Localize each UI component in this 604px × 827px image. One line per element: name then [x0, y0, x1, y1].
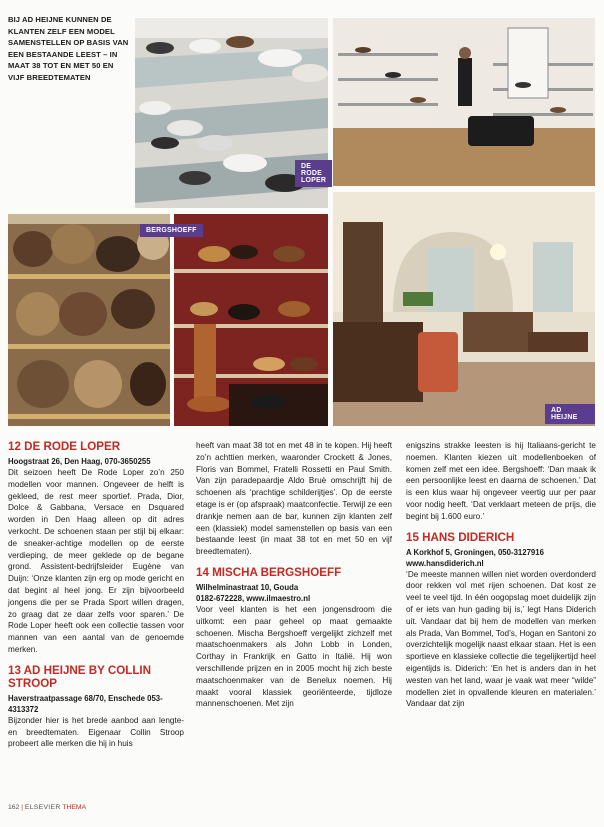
body-12: Dit seizoen heeft De Rode Loper zo’n 250 modellen voor mannen. Ongeveer de helft is gekleed, de rest meer sportief. Prada, Dior, Dolce & Gabbana, Versace en Dsquared worden in Den Haag alleen op dit adres verkocht. De schoenen staan per stijl bij elkaar: de sneaker-achtige modellen op de eerste verdieping, de meer geklede op de begane grond. Assistent-bedrijfsleider Eugène van Duijn: ‘Onze klanten zijn erg op mode gericht en dat begint al heel jong. Er zijn bijvoorbeeld jongens die per se Prada Sport willen dragen, zo graag dat ze daar zelfs voor sparen.’ De Rode Loper heeft ook een collectie tassen voor mannen van een aantal van de genoemde merken.: [8, 468, 184, 654]
heading-12: 12 DE RODE LOPER: [8, 440, 121, 453]
column-1: [8, 440, 184, 750]
column-3: [406, 440, 596, 710]
body-13b: heeft van maat 38 tot en met 48 in te kopen. Hij heeft zo’n achttien merken, waaronder Crockett & Jones, Floris van Bommel, Fratelli Rossetti en Paul Smith. Van zijn paradepaardje Aldo Bruè omschrijft hij de schoenen als ‘prachtige schilderijtjes’. Op de eerste etage is er (op afspraak) maatconfectie. Terwijl ze een drankje nemen aan de bar, kunnen zijn klanten zelf een (klassiek) model samenstellen op basis van een bestaande leest (in maat 38 tot en met 50 en vijf breedtematen).: [196, 441, 392, 557]
photo-store-interior: [333, 18, 595, 186]
photo-shoe-shelf: [135, 18, 328, 208]
address2-14: 0182-672228, www.ilmaestro.nl: [196, 593, 311, 603]
photo-ad-heijne-store: [333, 192, 595, 426]
address-13: Haverstraatpassage 68/70, Enschede 053-4313372: [8, 693, 163, 714]
photo-caption: BIJ AD HEIJNE KUNNEN DE KLANTEN ZELF EEN MODEL SAMENSTELLEN OP BASIS VAN EEN BESTAANDE LEEST – IN MAAT 38 TOT EN MET 50 EN VIJF BREEDTEMATEN: [8, 15, 129, 82]
tag-de-rode-loper: DE RODE LOPER: [295, 160, 332, 187]
heading-15: 15 HANS DIDERICH: [406, 530, 515, 544]
magazine-name: ELSEVIER: [24, 804, 61, 811]
address2-15: www.hansdiderich.nl: [406, 558, 484, 568]
photo-leather-rolls: [8, 214, 170, 426]
photo-bespoke-shoes: [146, 214, 328, 426]
tag-ad-heijne: AD HEIJNE: [545, 404, 595, 424]
heading-14: 14 MISCHA BERGSHOEFF: [196, 565, 342, 579]
body-13a: Bijzonder hier is het brede aanbod aan lengte- en breedtematen. Eigenaar Collin Stroop probeert alle merken die hij in huis: [8, 715, 184, 749]
address-15: A Korkhof 5, Groningen, 050-3127916: [406, 547, 544, 557]
body-14b: enigszins strakke leesten is hij Italiaans-gericht te noemen. Klanten kiezen uit modellenboeken of komen zelf met een idee. Bergshoeff: ‘Dan maak ik een persoonlijke leest en daarna de schoenen.’ Dat is een klus waar hij ongeveer veertig uur per paar voor nodig heeft. ‘Dat verklaart meteen de prijs, die begint bij 1.600 euro.’: [406, 441, 596, 521]
address-12: Hoogstraat 26, Den Haag, 070-3650255: [8, 457, 151, 466]
magazine-issue: THEMA: [62, 804, 87, 811]
page-number: 162: [8, 804, 20, 811]
column-2: [196, 440, 392, 710]
tag-bergshoeff: BERGSHOEFF: [140, 224, 203, 237]
body-15: ‘De meeste mannen willen niet worden overdonderd door rekken vol met rijen schoenen. Dat kost ze veel te veel tijd. In één oogopslag moet duidelijk zijn of er iets van hun gading bij is,’ legt Hans Diderich uit. Vandaar dat bij hem de modellen van merken als Prada, Van Bommel, Tod’s, Hogan en Santoni zo overzichtelijk mogelijk naast elkaar staan. Het is een sportieve en klassieke collectie die tegelijkertijd heel eigentijds is. Diderich: ‘En het is anders dan in het westen van het land, waar je vaak wat meer “wilde” modellen ziet in opvallende kleuren en materialen.’ Vandaar dat zijn: [406, 569, 596, 709]
address-14: Wilhelminastraat 10, Gouda: [196, 582, 299, 592]
heading-13: 13 AD HEIJNE BY COLLIN STROOP: [8, 663, 152, 690]
body-14a: Voor veel klanten is het een jongensdroom die uitkomt: een paar geheel op maat gemaakte schoenen. Mischa Bergshoeff vergelijkt zichzelf met maatschoenmakers als John Lobb in Londen, Corthay in Frankrijk en Gatto in Italië. Hij won verschillende prijzen en in 2005 mocht hij zich beste maatschoenmaker van de Benelux noemen. Hij maakt vooral klassiek georiënteerde, tijdloze mannenschoenen. Met zijn: [196, 604, 392, 709]
page-footer: 162 | ELSEVIER THEMA: [8, 804, 87, 811]
